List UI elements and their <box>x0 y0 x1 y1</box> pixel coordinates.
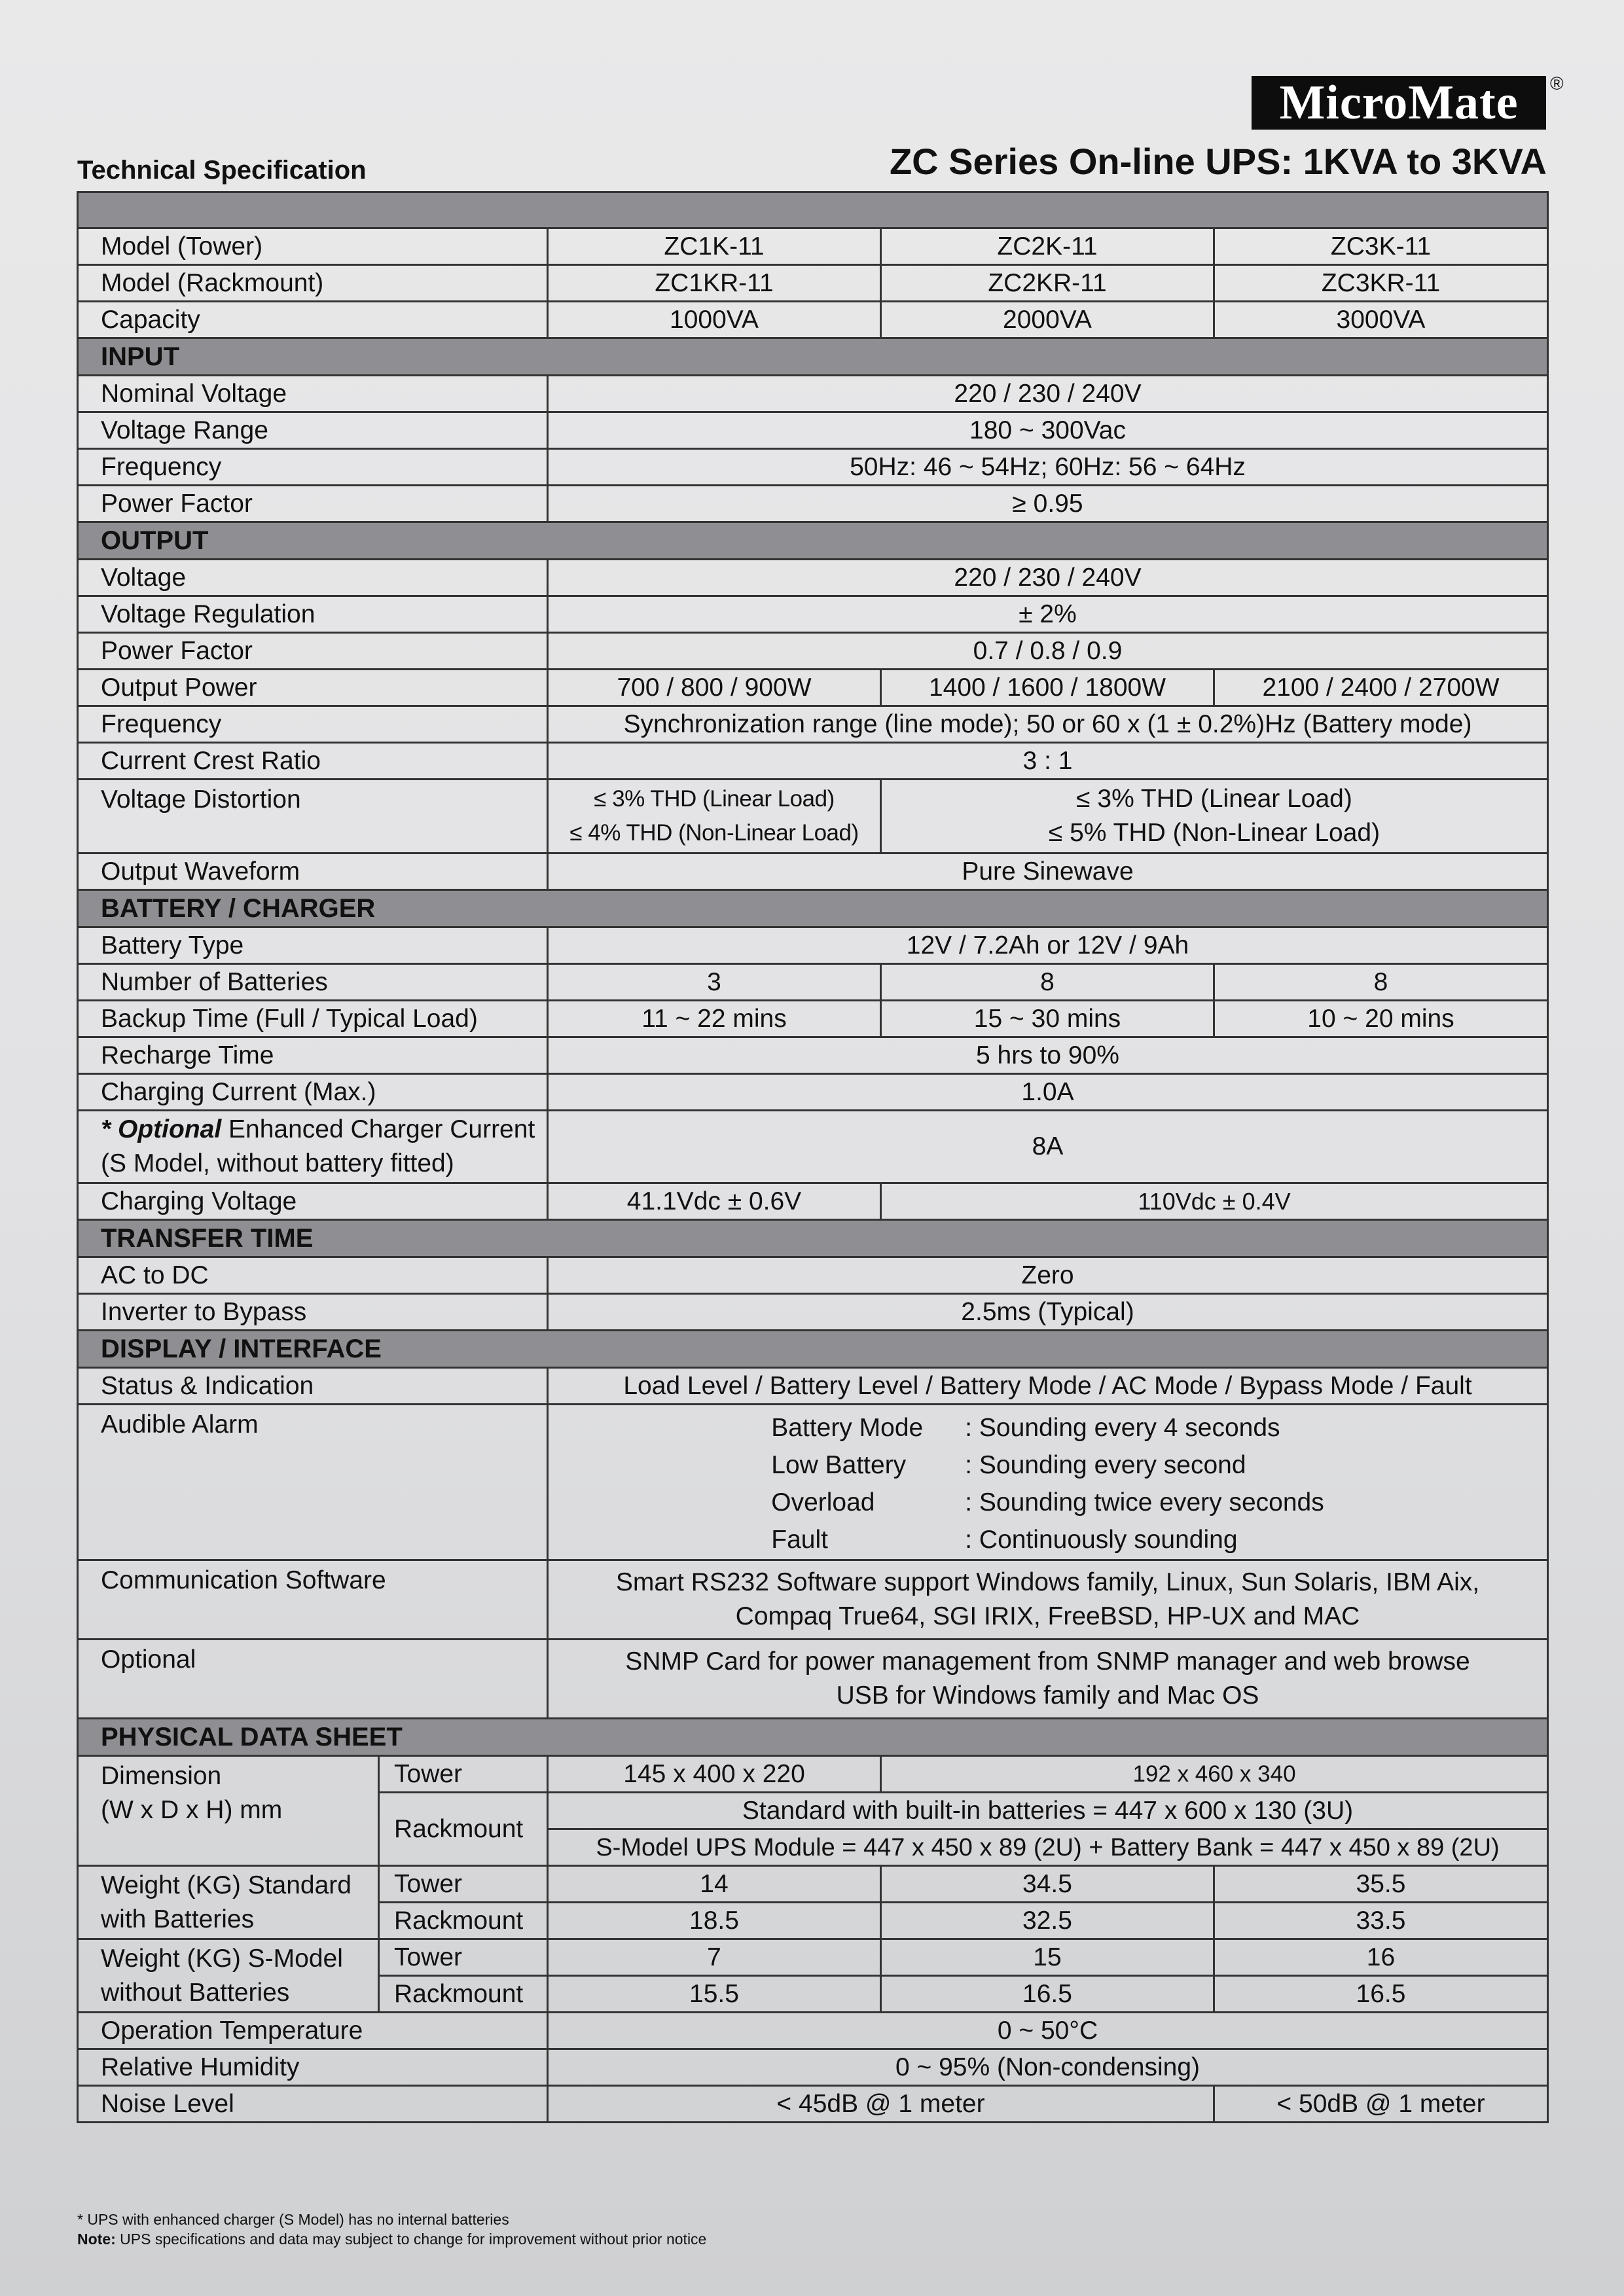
table-row <box>78 376 1548 412</box>
cell: 2.5ms (Typical) <box>548 1294 1548 1331</box>
cell: 1.0A <box>548 1074 1548 1111</box>
cell: S-Model UPS Module = 447 x 450 x 89 (2U) + Battery Bank = 447 x 450 x 89 (2U) <box>548 1829 1548 1866</box>
row-label: Charging Current (Max.) <box>78 1074 548 1111</box>
cell: 220 / 230 / 240V <box>548 560 1548 596</box>
table-row <box>78 596 1548 633</box>
section-title: TRANSFER TIME <box>78 1220 1548 1257</box>
cell: 2100 / 2400 / 2700W <box>1214 670 1548 706</box>
cell: 16 <box>1214 1939 1548 1976</box>
cell: ZC2K-11 <box>881 228 1214 265</box>
sub-label: Rackmount <box>379 1793 548 1866</box>
table-row <box>78 633 1548 670</box>
section-header-transfer <box>78 1220 1548 1257</box>
cell: 700 / 800 / 900W <box>548 670 881 706</box>
cell: Load Level / Battery Level / Battery Mode / AC Mode / Bypass Mode / Fault <box>548 1368 1548 1405</box>
table-row <box>78 927 1548 964</box>
row-label: Status & Indication <box>78 1368 548 1405</box>
alarm-list <box>771 1407 1324 1558</box>
doc-title: Technical Specification <box>77 156 367 185</box>
table-row <box>78 780 1548 853</box>
cell <box>881 780 1548 853</box>
sub-label: Rackmount <box>379 1903 548 1939</box>
series-title: ZC Series On-line UPS: 1KVA to 3KVA <box>889 141 1547 182</box>
cell: 0 ~ 95% (Non-condensing) <box>548 2049 1548 2086</box>
sub-label: Tower <box>379 1866 548 1903</box>
cell: 33.5 <box>1214 1903 1548 1939</box>
section-title: OUTPUT <box>78 522 1548 560</box>
row-label: Output Power <box>78 670 548 706</box>
cell: 16.5 <box>1214 1976 1548 2013</box>
cell: Standard with built-in batteries = 447 x 600 x 130 (3U) <box>548 1793 1548 1829</box>
distortion-nonlinear: ≤ 5% THD (Non-Linear Load) <box>1048 819 1380 847</box>
row-label: Backup Time (Full / Typical Load) <box>78 1001 548 1037</box>
cell: 15 <box>881 1939 1214 1976</box>
row-label: Weight (KG) Standard with Batteries <box>78 1866 379 1939</box>
cell: 12V / 7.2Ah or 12V / 9Ah <box>548 927 1548 964</box>
table-row <box>78 964 1548 1001</box>
table-row <box>78 1074 1548 1111</box>
row-label: Operation Temperature <box>78 2013 548 2049</box>
section-header-battery <box>78 890 1548 927</box>
row-label: Current Crest Ratio <box>78 743 548 780</box>
section-title: PHYSICAL DATA SHEET <box>78 1719 1548 1756</box>
cell: 3 <box>548 964 881 1001</box>
table-row <box>78 560 1548 596</box>
cell: 32.5 <box>881 1903 1214 1939</box>
row-label: Power Factor <box>78 633 548 670</box>
cell: ≥ 0.95 <box>548 486 1548 522</box>
cell: 0 ~ 50°C <box>548 2013 1548 2049</box>
row-label: Dimension (W x D x H) mm <box>78 1756 379 1866</box>
row-label: AC to DC <box>78 1257 548 1294</box>
cell: 11 ~ 22 mins <box>548 1001 881 1037</box>
enhanced-label-line2: (S Model, without battery fitted) <box>101 1149 454 1177</box>
table-row <box>78 1183 1548 1220</box>
row-label: Voltage <box>78 560 548 596</box>
cell: < 45dB @ 1 meter <box>548 2086 1214 2123</box>
header-band <box>78 192 1548 228</box>
section-header-output <box>78 522 1548 560</box>
row-label: Voltage Distortion <box>78 780 548 853</box>
cell: 35.5 <box>1214 1866 1548 1903</box>
distortion-linear: ≤ 3% THD (Linear Load) <box>1076 785 1352 813</box>
section-title: BATTERY / CHARGER <box>78 890 1548 927</box>
row-label: Capacity <box>78 302 548 338</box>
sub-label: Tower <box>379 1939 548 1976</box>
table-row <box>78 412 1548 449</box>
cell: 8A <box>548 1111 1548 1183</box>
row-label: Noise Level <box>78 2086 548 2123</box>
table-row <box>78 743 1548 780</box>
cell: 15.5 <box>548 1976 881 2013</box>
row-label: Audible Alarm <box>78 1405 548 1560</box>
cell: 15 ~ 30 mins <box>881 1001 1214 1037</box>
section-title: DISPLAY / INTERFACE <box>78 1331 1548 1368</box>
distortion-linear: ≤ 3% THD (Linear Load) <box>594 786 835 812</box>
row-label: Relative Humidity <box>78 2049 548 2086</box>
cell: 1000VA <box>548 302 881 338</box>
section-header-physical <box>78 1719 1548 1756</box>
section-header-input <box>78 338 1548 376</box>
cell: 10 ~ 20 mins <box>1214 1001 1548 1037</box>
cell: ZC1KR-11 <box>548 265 881 302</box>
table-row <box>78 228 1548 265</box>
cell: ZC3KR-11 <box>1214 265 1548 302</box>
table-row <box>78 1939 1548 1976</box>
cell: 8 <box>881 964 1214 1001</box>
row-label: Model (Rackmount) <box>78 265 548 302</box>
table-row <box>78 1405 1548 1560</box>
row-label: Power Factor <box>78 486 548 522</box>
table-row <box>78 486 1548 522</box>
cell: Smart RS232 Software support Windows family, Linux, Sun Solaris, IBM Aix, Compaq True64, SGI IRIX, FreeBSD, HP-UX and MAC <box>548 1560 1548 1640</box>
cell: ± 2% <box>548 596 1548 633</box>
row-label: Voltage Range <box>78 412 548 449</box>
cell: 1400 / 1600 / 1800W <box>881 670 1214 706</box>
list-item: Overload : Sounding twice every seconds <box>771 1488 1324 1516</box>
footnote-s-model: * UPS with enhanced charger (S Model) has no internal batteries <box>77 2211 509 2228</box>
table-row <box>78 2086 1548 2123</box>
cell: 8 <box>1214 964 1548 1001</box>
section-header-display <box>78 1331 1548 1368</box>
cell: 50Hz: 46 ~ 54Hz; 60Hz: 56 ~ 64Hz <box>548 449 1548 486</box>
table-row <box>78 706 1548 743</box>
cell: 180 ~ 300Vac <box>548 412 1548 449</box>
cell: 145 x 400 x 220 <box>548 1756 881 1793</box>
enhanced-label: Enhanced Charger Current <box>221 1115 535 1143</box>
row-label: Inverter to Bypass <box>78 1294 548 1331</box>
list-item: Battery Mode : Sounding every 4 seconds <box>771 1413 1280 1442</box>
table-row <box>78 1111 1548 1183</box>
table-row <box>78 1756 1548 1793</box>
cell: 41.1Vdc ± 0.6V <box>548 1183 881 1220</box>
table-row <box>78 1257 1548 1294</box>
table-row <box>78 1037 1548 1074</box>
sub-label: Rackmount <box>379 1976 548 2013</box>
cell: 5 hrs to 90% <box>548 1037 1548 1074</box>
sub-label: Tower <box>379 1756 548 1793</box>
table-row <box>78 1866 1548 1903</box>
table-row <box>78 449 1548 486</box>
table-row <box>78 670 1548 706</box>
cell <box>548 780 881 853</box>
row-label <box>78 1111 548 1183</box>
table-row <box>78 1640 1548 1719</box>
table-row <box>78 853 1548 890</box>
row-label: Optional <box>78 1640 548 1719</box>
row-label: Weight (KG) S-Model without Batteries <box>78 1939 379 2013</box>
row-label: Output Waveform <box>78 853 548 890</box>
row-label: Model (Tower) <box>78 228 548 265</box>
row-label: Recharge Time <box>78 1037 548 1074</box>
cell: ZC3K-11 <box>1214 228 1548 265</box>
table-row <box>78 2049 1548 2086</box>
row-label: Frequency <box>78 706 548 743</box>
spec-table <box>77 191 1549 2123</box>
cell: 220 / 230 / 240V <box>548 376 1548 412</box>
cell: 14 <box>548 1866 881 1903</box>
cell: Zero <box>548 1257 1548 1294</box>
table-row <box>78 265 1548 302</box>
list-item: Fault : Continuously sounding <box>771 1525 1238 1554</box>
cell: Synchronization range (line mode); 50 or 60 x (1 ± 0.2%)Hz (Battery mode) <box>548 706 1548 743</box>
table-row <box>78 2013 1548 2049</box>
cell: < 50dB @ 1 meter <box>1214 2086 1548 2123</box>
cell: 16.5 <box>881 1976 1214 2013</box>
table-row <box>78 1294 1548 1331</box>
row-label: Communication Software <box>78 1560 548 1640</box>
row-label: Frequency <box>78 449 548 486</box>
row-label: Charging Voltage <box>78 1183 548 1220</box>
cell: SNMP Card for power management from SNMP manager and web browse USB for Windows family and Mac OS <box>548 1640 1548 1719</box>
alarm-cell <box>548 1405 1548 1560</box>
table-row <box>78 302 1548 338</box>
cell: 2000VA <box>881 302 1214 338</box>
cell: 34.5 <box>881 1866 1214 1903</box>
distortion-nonlinear: ≤ 4% THD (Non-Linear Load) <box>569 820 859 846</box>
cell: 192 x 460 x 340 <box>881 1756 1548 1793</box>
cell: ZC2KR-11 <box>881 265 1214 302</box>
note-text: UPS specifications and data may subject to change for improvement without prior notice <box>115 2231 707 2248</box>
cell: 3 : 1 <box>548 743 1548 780</box>
cell: 110Vdc ± 0.4V <box>881 1183 1548 1220</box>
section-title: INPUT <box>78 338 1548 376</box>
cell: 3000VA <box>1214 302 1548 338</box>
row-label: Number of Batteries <box>78 964 548 1001</box>
list-item: Low Battery : Sounding every second <box>771 1450 1246 1479</box>
row-label: Nominal Voltage <box>78 376 548 412</box>
row-label: Voltage Regulation <box>78 596 548 633</box>
cell: ZC1K-11 <box>548 228 881 265</box>
cell: 7 <box>548 1939 881 1976</box>
note-label: Note: <box>77 2231 116 2248</box>
footnotes <box>77 2210 706 2249</box>
cell: 18.5 <box>548 1903 881 1939</box>
table-row <box>78 1001 1548 1037</box>
cell: Pure Sinewave <box>548 853 1548 890</box>
table-row <box>78 1368 1548 1405</box>
footnote-note <box>77 2229 706 2249</box>
table-row <box>78 1560 1548 1640</box>
micromate-logo: MicroMate <box>1252 76 1546 130</box>
optional-marker: * Optional <box>101 1115 222 1143</box>
row-label: Battery Type <box>78 927 548 964</box>
registered-mark: ® <box>1550 73 1564 94</box>
cell: 0.7 / 0.8 / 0.9 <box>548 633 1548 670</box>
